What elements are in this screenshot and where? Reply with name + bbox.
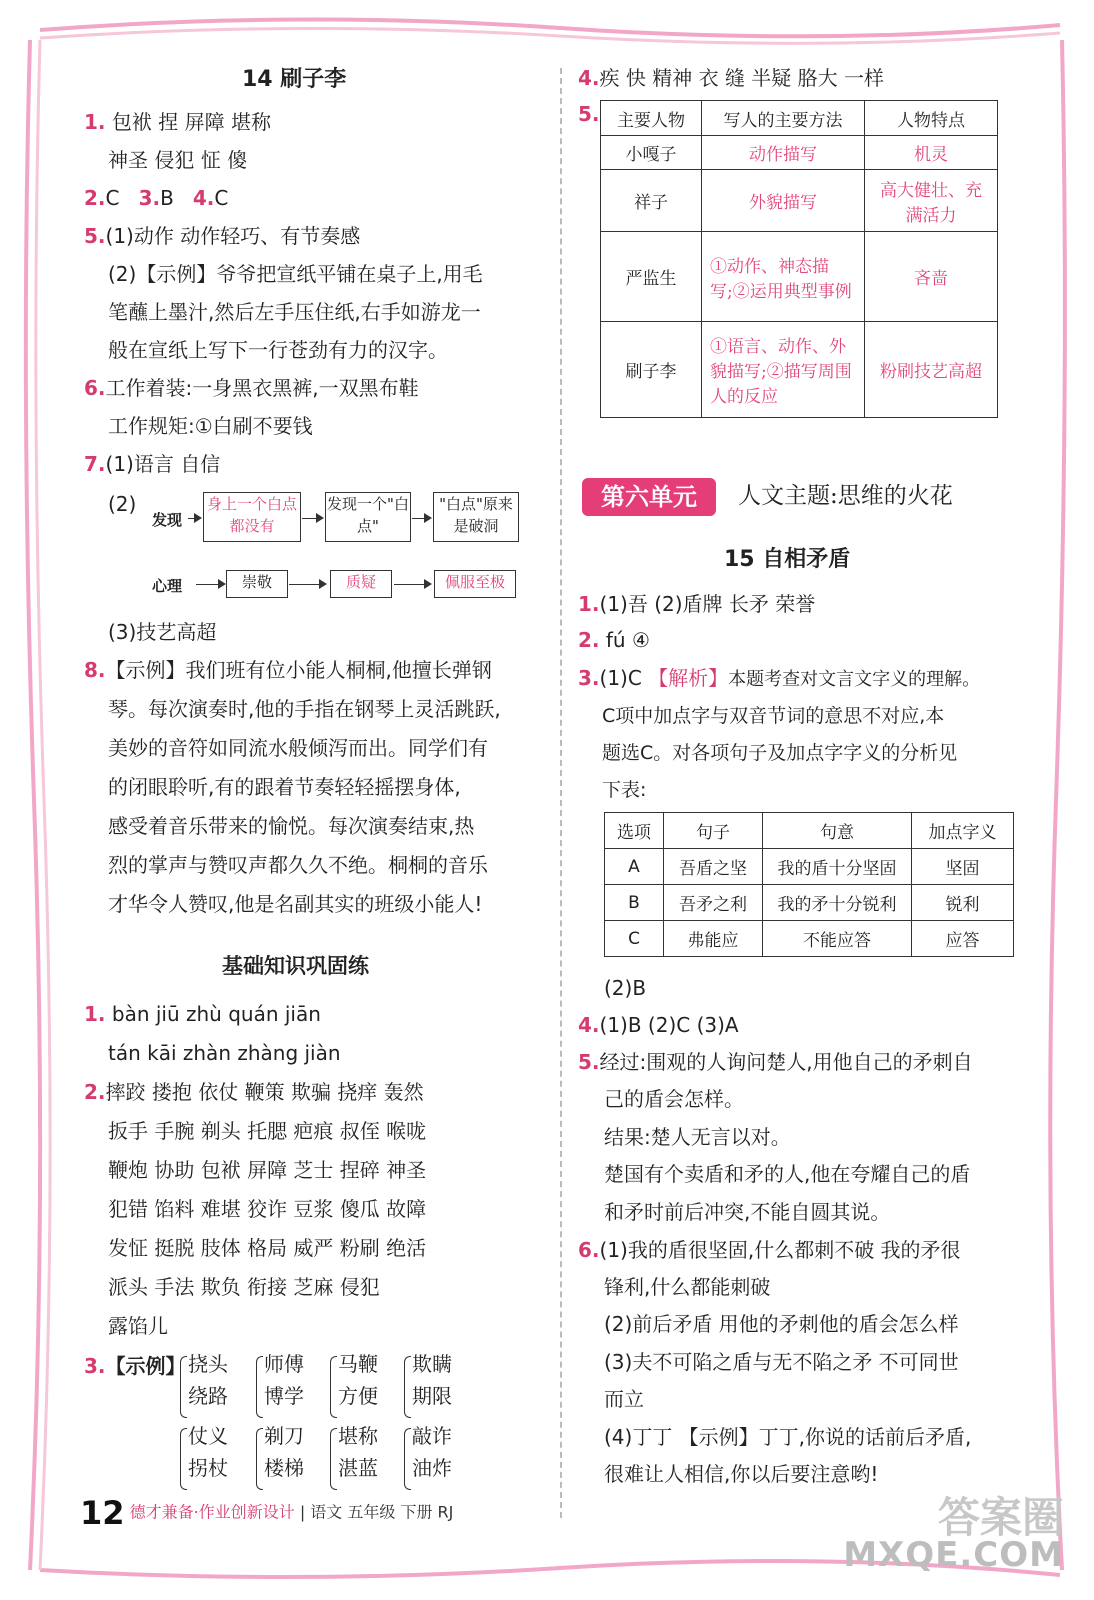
answer-text: (4)丁丁 【示例】丁丁,你说的话前后矛盾, xyxy=(604,1425,972,1449)
answer-text: 鞭炮 协助 包袱 屏障 芝士 捏碎 神圣 xyxy=(108,1158,427,1182)
answer-text: (3)夫不可陷之盾与无不陷之矛 不可同世 xyxy=(604,1350,959,1374)
q-num: 1. xyxy=(578,592,600,616)
answer-text: 下表: xyxy=(602,779,647,801)
answer-text: B xyxy=(160,186,174,210)
answer-text: 感受着音乐带来的愉悦。每次演奏结束,热 xyxy=(108,814,475,838)
watermark-logo: 答案圈 xyxy=(937,1493,1064,1542)
answer-text: 般在宣纸上写下一行苍劲有力的汉字。 xyxy=(108,338,448,362)
word-pair-brace xyxy=(330,1428,337,1490)
flow-label-discovery: 发现 xyxy=(152,511,183,529)
flow-arrow xyxy=(412,518,430,519)
table-cell: 严监生 xyxy=(601,232,702,322)
table-cell: 祥子 xyxy=(601,170,702,232)
q-num: 4. xyxy=(192,186,215,210)
word-pair-item: 油炸 xyxy=(412,1456,452,1480)
answer-text: (2)前后矛盾 用他的矛刺他的盾会怎么样 xyxy=(604,1312,959,1336)
word-pair-item: 期限 xyxy=(412,1384,452,1408)
flow-arrow xyxy=(196,584,224,585)
pinyin-text: tán kāi zhàn zhàng jiàn xyxy=(108,1041,341,1065)
answer-text: 笔蘸上墨汁,然后左手压住纸,右手如游龙一 xyxy=(108,300,481,324)
flow-arrow xyxy=(289,584,325,585)
q-num: 2. xyxy=(84,1080,106,1104)
word-pair-brace xyxy=(180,1356,187,1418)
q-num: 6. xyxy=(578,1238,600,1262)
q-num: 6. xyxy=(84,376,106,400)
table-header: 选项 xyxy=(605,813,664,849)
q-num: 7. xyxy=(84,452,106,476)
table-cell: 刷子李 xyxy=(601,322,702,418)
table-cell: 弗能应 xyxy=(664,921,763,957)
answer-text: (2)【示例】爷爷把宣纸平铺在桌子上,用毛 xyxy=(108,262,483,286)
page-number: 12 xyxy=(80,1494,125,1532)
word-pair-brace xyxy=(404,1428,411,1490)
q-num: 1. xyxy=(84,1002,106,1026)
analysis-table xyxy=(604,812,1014,957)
answer-text: 和矛时前后冲突,不能自圆其说。 xyxy=(604,1200,891,1224)
page-footer xyxy=(80,1494,453,1532)
flow-box-found-3: "白点"原来是破洞 xyxy=(433,492,519,542)
table-cell: 不能应答 xyxy=(763,921,912,957)
answer-text: (1)C xyxy=(599,666,642,690)
table-header: 主要人物 xyxy=(601,101,702,136)
flow-box-found-2: 发现一个"白点" xyxy=(325,492,411,542)
table-cell: 吝啬 xyxy=(865,232,998,322)
answer-text: (1)语言 自信 xyxy=(105,452,221,476)
q-num: 5. xyxy=(578,1050,600,1074)
flow-box-found-1: 身上一个白点都没有 xyxy=(203,492,301,542)
table-cell: B xyxy=(605,885,664,921)
character-method-table xyxy=(600,100,998,418)
word-pair-item: 绕路 xyxy=(188,1384,228,1408)
lesson-15-title: 15 自相矛盾 xyxy=(724,547,851,572)
flow-arrow xyxy=(394,584,430,585)
answer-text: 摔跤 搂抱 依仗 鞭策 欺骗 挠痒 轰然 xyxy=(105,1080,424,1104)
table-cell: 小嘎子 xyxy=(601,136,702,170)
table-header: 句子 xyxy=(664,813,763,849)
column-divider xyxy=(560,68,562,1518)
answer-text: 锋利,什么都能刺破 xyxy=(604,1275,771,1299)
table-cell: 吾矛之利 xyxy=(664,885,763,921)
table-header: 人物特点 xyxy=(865,101,998,136)
flow-box-mind-1: 崇敬 xyxy=(226,570,288,598)
answer-text: (1)B (2)C (3)A xyxy=(599,1013,739,1037)
answer-text: 楚国有个卖盾和矛的人,他在夸耀自己的盾 xyxy=(604,1162,971,1186)
word-pair-item: 方便 xyxy=(338,1384,378,1408)
answer-text: 工作规矩:①白刷不要钱 xyxy=(108,414,313,438)
unit-badge: 第六单元 xyxy=(582,478,716,516)
answer-text: 美妙的音符如同流水般倾泻而出。同学们有 xyxy=(108,736,488,760)
table-header: 写人的主要方法 xyxy=(702,101,865,136)
word-pair-item: 欺瞒 xyxy=(412,1352,452,1376)
answer-text: (1)我的盾很坚固,什么都刺不破 我的矛很 xyxy=(599,1238,961,1262)
answer-text: (3)技艺高超 xyxy=(108,620,217,644)
flow-box-mind-3: 佩服至极 xyxy=(434,570,516,598)
flow-arrow xyxy=(188,518,200,519)
answer-text: 神圣 侵犯 怔 傻 xyxy=(108,148,248,172)
answer-text: 很难让人相信,你以后要注意哟! xyxy=(604,1462,879,1486)
q-num: 3. xyxy=(578,666,600,690)
table-cell: 锐利 xyxy=(912,885,1014,921)
book-info: | 语文 五年级 下册 RJ xyxy=(299,1502,454,1522)
answer-text: 工作着装:一身黑衣黑裤,一双黑布鞋 xyxy=(105,376,419,400)
q-num: 2. xyxy=(84,186,106,210)
answer-text: 题选C。对各项句子及加点字字义的分析见 xyxy=(602,742,958,764)
table-header: 句意 xyxy=(763,813,912,849)
answer-text: 结果:楚人无言以对。 xyxy=(604,1125,791,1149)
table-cell: 外貌描写 xyxy=(702,170,865,232)
answer-text: 而立 xyxy=(604,1387,644,1411)
analysis-tag: 【解析】 xyxy=(648,666,729,690)
word-pair-brace xyxy=(180,1428,187,1490)
q-num: 4. xyxy=(578,66,600,90)
word-pair-brace xyxy=(256,1356,263,1418)
q-num: 4. xyxy=(578,1013,600,1037)
answer-text: 派头 手法 欺负 衔接 芝麻 侵犯 xyxy=(108,1275,380,1299)
answer-text: 扳手 手腕 剃头 托腮 疤痕 叔侄 喉咙 xyxy=(108,1119,427,1143)
answer-text: 发怔 挺脱 肢体 格局 威严 粉刷 绝活 xyxy=(108,1236,427,1260)
word-pair-item: 挠头 xyxy=(188,1352,228,1376)
answer-text: 才华令人赞叹,他是名副其实的班级小能人! xyxy=(108,892,483,916)
answer-text: 经过:围观的人询问楚人,用他自己的矛刺自 xyxy=(599,1050,973,1074)
table-cell: 粉刷技艺高超 xyxy=(865,322,998,418)
unit-theme: 人文主题:思维的火花 xyxy=(738,483,953,509)
answer-text: C xyxy=(105,186,120,210)
q-num: 3. xyxy=(138,186,161,210)
word-pair-item: 马鞭 xyxy=(338,1352,378,1376)
q-num: 1. xyxy=(84,110,106,134)
q-num: 2. xyxy=(578,628,600,652)
word-pair-item: 楼梯 xyxy=(264,1456,304,1480)
q-num: 5. xyxy=(578,102,600,126)
answer-text: 露馅儿 xyxy=(108,1314,168,1338)
word-pair-item: 敲诈 xyxy=(412,1424,452,1448)
answer-text: 己的盾会怎样。 xyxy=(604,1087,744,1111)
word-pair-brace xyxy=(330,1356,337,1418)
flow-box-mind-2: 质疑 xyxy=(330,570,392,598)
word-pair-item: 师傅 xyxy=(264,1352,304,1376)
watermark-url: MXQE.COM xyxy=(843,1535,1064,1575)
table-cell: 我的盾十分坚固 xyxy=(763,849,912,885)
table-cell: 坚固 xyxy=(912,849,1014,885)
answer-text: 烈的掌声与赞叹声都久久不绝。桐桐的音乐 xyxy=(108,853,488,877)
flow-arrow xyxy=(302,518,322,519)
answer-text: C项中加点字与双音节词的意思不对应,本 xyxy=(602,705,945,727)
table-cell: ①语言、动作、外貌描写;②描写周围人的反应 xyxy=(702,322,865,418)
q-num: 8. xyxy=(84,658,106,682)
table-cell: ①动作、神态描写;②运用典型事例 xyxy=(702,232,865,322)
answer-text: 琴。每次演奏时,他的手指在钢琴上灵活跳跃, xyxy=(108,697,501,721)
table-cell: 高大健壮、充满活力 xyxy=(865,170,998,232)
table-cell: 机灵 xyxy=(865,136,998,170)
answer-text: 【示例】我们班有位小能人桐桐,他擅长弹钢 xyxy=(105,658,492,682)
table-cell: 我的矛十分锐利 xyxy=(763,885,912,921)
example-tag: 【示例】 xyxy=(105,1354,186,1378)
flow-label-mind: 心理 xyxy=(152,577,183,595)
section-title: 基础知识巩固练 xyxy=(222,954,369,978)
table-cell: 吾盾之坚 xyxy=(664,849,763,885)
table-cell: C xyxy=(605,921,664,957)
q-num: 3. xyxy=(84,1354,106,1378)
brand-name: 德才兼备·作业创新设计 xyxy=(129,1502,295,1522)
answer-text: (1)动作 动作轻巧、有节奏感 xyxy=(105,224,361,248)
table-cell: 应答 xyxy=(912,921,1014,957)
pinyin-text: bàn jiū zhù quán jiān xyxy=(111,1002,321,1026)
q-num: 5. xyxy=(84,224,106,248)
answer-text: (2)B xyxy=(604,976,647,1000)
answer-text: 本题考查对文言文字义的理解。 xyxy=(728,669,981,690)
answer-text: 包袱 捏 屏障 堪称 xyxy=(111,110,271,134)
answer-text: (2) xyxy=(108,492,137,516)
word-pair-item: 堪称 xyxy=(338,1424,378,1448)
table-header: 加点字义 xyxy=(912,813,1014,849)
answer-text: fú ④ xyxy=(605,628,650,652)
answer-text: C xyxy=(214,186,229,210)
answer-text: (1)吾 (2)盾牌 长矛 荣誉 xyxy=(599,592,816,616)
table-cell: A xyxy=(605,849,664,885)
answer-text: 犯错 馅料 难堪 狡诈 豆浆 傻瓜 故障 xyxy=(108,1197,427,1221)
word-pair-brace xyxy=(256,1428,263,1490)
word-pair-item: 仗义 xyxy=(188,1424,228,1448)
table-cell: 动作描写 xyxy=(702,136,865,170)
word-pair-brace xyxy=(404,1356,411,1418)
word-pair-item: 拐杖 xyxy=(188,1456,228,1480)
answer-text: 的闭眼聆听,有的跟着节奏轻轻摇摆身体, xyxy=(108,775,461,799)
word-pair-item: 博学 xyxy=(264,1384,304,1408)
word-pair-item: 湛蓝 xyxy=(338,1456,378,1480)
word-pair-item: 剃刀 xyxy=(264,1424,304,1448)
lesson-14-title: 14 刷子李 xyxy=(242,67,347,92)
answer-text: 疾 快 精神 衣 缝 半疑 胳大 一样 xyxy=(599,66,885,90)
